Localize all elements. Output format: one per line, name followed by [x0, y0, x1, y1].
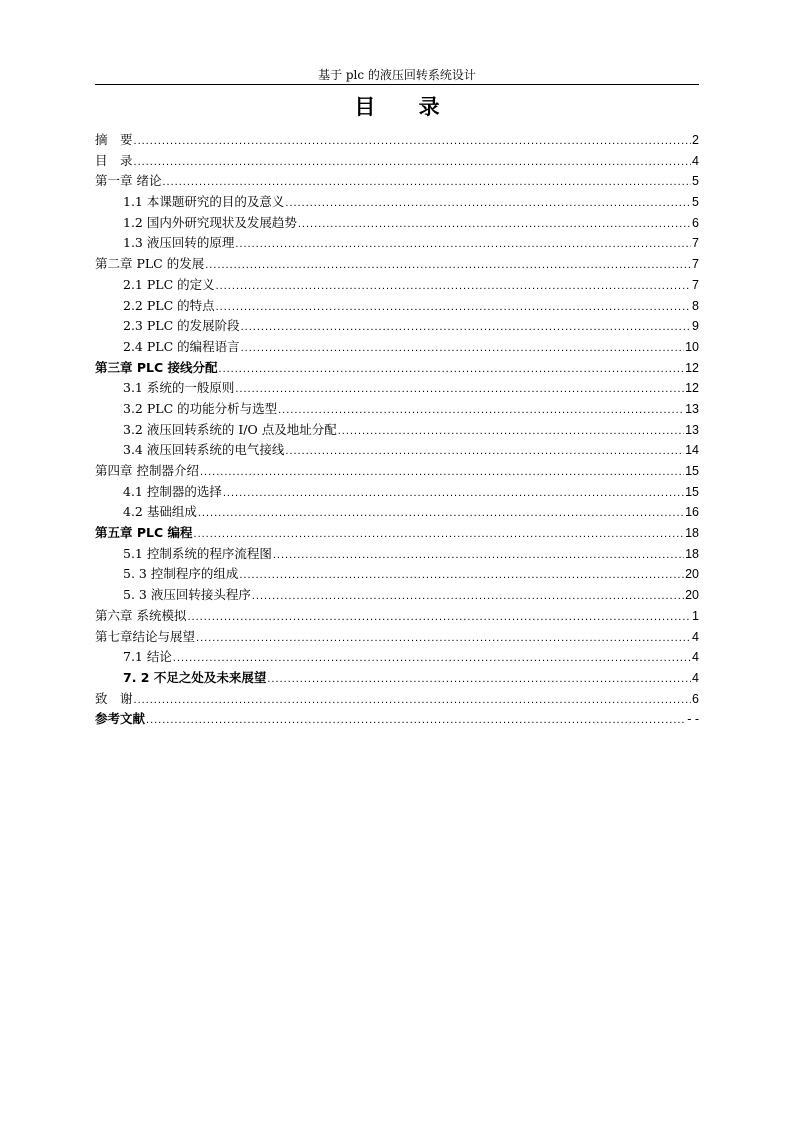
toc-entry-page-number: 4 — [692, 670, 699, 685]
toc-leader-dots — [216, 276, 691, 296]
toc-entry[interactable] — [95, 316, 699, 337]
toc-leader-dots — [134, 152, 692, 172]
toc-entry-label: 5. 3 控制程序的组成 — [123, 566, 239, 582]
toc-entry-page-number: - - — [687, 712, 699, 727]
toc-entry-page-number: 18 — [685, 546, 699, 561]
toc-leader-dots — [162, 172, 691, 192]
toc-entry[interactable] — [95, 337, 699, 358]
toc-entry-page-number: 12 — [685, 360, 699, 375]
toc-title: 目 录 — [354, 94, 458, 119]
toc-entry[interactable] — [95, 440, 699, 461]
toc-entry-page-number: 16 — [685, 505, 699, 520]
toc-entry-page-number: 15 — [685, 464, 699, 478]
toc-entry[interactable] — [95, 668, 699, 689]
toc-entry-page-number: 10 — [685, 339, 699, 354]
toc-leader-dots — [273, 545, 684, 565]
toc-entry-page-number: 5 — [692, 174, 699, 189]
toc-leader-dots — [205, 255, 691, 275]
toc-entry-label: 2.2 PLC 的特点 — [123, 297, 215, 313]
toc-leader-dots — [187, 607, 691, 627]
toc-entry[interactable] — [95, 275, 699, 296]
toc-entry-page-number: 12 — [685, 381, 699, 396]
toc-entry[interactable] — [95, 482, 699, 503]
toc-entry[interactable] — [95, 378, 699, 399]
toc-entry-label: 第一章 绪论 — [95, 173, 162, 189]
toc-entry[interactable] — [95, 254, 699, 275]
toc-entry-label: 5. 3 液压回转接头程序 — [123, 587, 251, 603]
toc-entry-page-number: 2 — [692, 133, 699, 147]
toc-entry-label: 致 谢 — [95, 690, 133, 706]
toc-entry-page-number: 7 — [692, 236, 699, 251]
toc-leader-dots — [198, 503, 684, 523]
running-header-title: 基于 plc 的液压回转系统设计 — [318, 68, 476, 82]
toc-entry-label: 2.3 PLC 的发展阶段 — [123, 318, 240, 334]
toc-entry-label: 第七章结论与展望 — [95, 628, 196, 644]
toc-entry-page-number: 7 — [692, 257, 699, 272]
running-header — [95, 66, 699, 85]
toc-entry[interactable] — [95, 461, 699, 482]
toc-entry[interactable] — [95, 627, 699, 648]
toc-leader-dots — [241, 338, 684, 358]
toc-entry-page-number: 8 — [692, 298, 699, 313]
toc-entry[interactable] — [95, 606, 699, 627]
toc-leader-dots — [194, 524, 685, 544]
toc-entry-page-number: 20 — [685, 588, 699, 603]
toc-entry-label: 1.2 国内外研究现状及发展趋势 — [123, 214, 297, 230]
toc-entry[interactable] — [95, 420, 699, 441]
toc-entry[interactable] — [95, 585, 699, 606]
toc-entry-page-number: 4 — [692, 629, 699, 644]
toc-entry-label: 第五章 PLC 编程 — [95, 525, 193, 541]
toc-entry-page-number: 4 — [692, 153, 699, 168]
toc-entry[interactable] — [95, 296, 699, 317]
toc-entry[interactable] — [95, 523, 699, 544]
toc-entry-label: 第四章 控制器介绍 — [95, 463, 199, 478]
toc-entry-page-number: 1 — [692, 608, 699, 623]
toc-entry-label: 第三章 PLC 接线分配 — [95, 359, 218, 375]
toc-entry-page-number: 4 — [692, 650, 699, 665]
toc-entry[interactable] — [95, 709, 699, 730]
toc-entry-page-number: 20 — [685, 567, 699, 582]
toc-leader-dots — [235, 379, 684, 399]
toc-leader-dots — [200, 462, 684, 482]
toc-leader-dots — [241, 317, 691, 337]
toc-entry-label: 1.3 液压回转的原理 — [123, 235, 235, 251]
toc-leader-dots — [285, 441, 684, 461]
toc-entry-label: 第二章 PLC 的发展 — [95, 256, 205, 272]
toc-entry-label: 参考文献 — [95, 711, 146, 727]
toc-entry-label: 2.1 PLC 的定义 — [123, 276, 215, 292]
toc-entry-page-number: 6 — [692, 691, 699, 706]
toc-leader-dots — [252, 586, 684, 606]
toc-entry[interactable] — [95, 399, 699, 420]
toc-entry-page-number: 6 — [692, 215, 699, 230]
toc-entry-page-number: 14 — [685, 443, 699, 458]
toc-entry-page-number: 13 — [685, 401, 699, 416]
toc-leader-dots — [239, 565, 684, 585]
toc-leader-dots — [173, 648, 691, 668]
toc-entry[interactable] — [95, 564, 699, 585]
toc-entry-label: 摘 要 — [95, 132, 133, 147]
toc-entry-label: 7.1 结论 — [123, 649, 172, 665]
toc-entry-page-number: 13 — [685, 422, 699, 437]
toc-entry-page-number: 18 — [685, 526, 699, 541]
toc-entry-label: 第六章 系统模拟 — [95, 607, 187, 623]
toc-entry[interactable] — [95, 130, 699, 151]
toc-leader-dots — [223, 483, 684, 503]
toc-entry-page-number: 7 — [692, 277, 699, 292]
toc-leader-dots — [338, 421, 684, 441]
toc-entry-label: 7. 2 不足之处及未来展望 — [123, 669, 267, 685]
toc-entry-label: 4.1 控制器的选择 — [123, 483, 222, 499]
toc-entry-label: 4.2 基础组成 — [123, 504, 197, 520]
toc-entry-label: 3.2 PLC 的功能分析与选型 — [123, 400, 278, 416]
toc-leader-dots — [134, 690, 692, 710]
toc-leader-dots — [134, 131, 692, 151]
toc-entry[interactable] — [95, 213, 699, 234]
toc-leader-dots — [285, 193, 691, 213]
toc-leader-dots — [146, 710, 686, 730]
toc-entry[interactable] — [95, 151, 699, 172]
toc-leader-dots — [267, 669, 691, 689]
toc-entry-label: 3.4 液压回转系统的电气接线 — [123, 442, 285, 458]
toc-entry[interactable] — [95, 358, 699, 379]
toc-entry-label: 目 录 — [95, 152, 133, 168]
toc-entry[interactable] — [95, 689, 699, 710]
toc-entry[interactable] — [95, 502, 699, 523]
toc-entry-label: 3.1 系统的一般原则 — [123, 380, 235, 396]
toc-leader-dots — [219, 359, 685, 379]
toc-entry[interactable] — [95, 647, 699, 668]
toc-entry-label: 2.4 PLC 的编程语言 — [123, 338, 240, 354]
toc-leader-dots — [235, 234, 691, 254]
toc-entry-label: 1.1 本课题研究的目的及意义 — [123, 194, 285, 210]
toc-entry[interactable] — [95, 544, 699, 565]
toc-entry[interactable] — [95, 171, 699, 192]
toc-entry-page-number: 15 — [685, 484, 699, 499]
toc-entry-page-number: 5 — [692, 195, 699, 210]
toc-entry-label: 3.2 液压回转系统的 I/O 点及地址分配 — [123, 421, 337, 437]
toc-leader-dots — [216, 297, 691, 317]
toc-leader-dots — [298, 214, 691, 234]
toc-entry-page-number: 9 — [692, 319, 699, 334]
toc-list — [95, 130, 699, 730]
toc-leader-dots — [196, 628, 691, 648]
toc-entry[interactable] — [95, 192, 699, 213]
toc-entry[interactable] — [95, 233, 699, 254]
toc-leader-dots — [278, 400, 684, 420]
toc-entry-label: 5.1 控制系统的程序流程图 — [123, 545, 272, 561]
